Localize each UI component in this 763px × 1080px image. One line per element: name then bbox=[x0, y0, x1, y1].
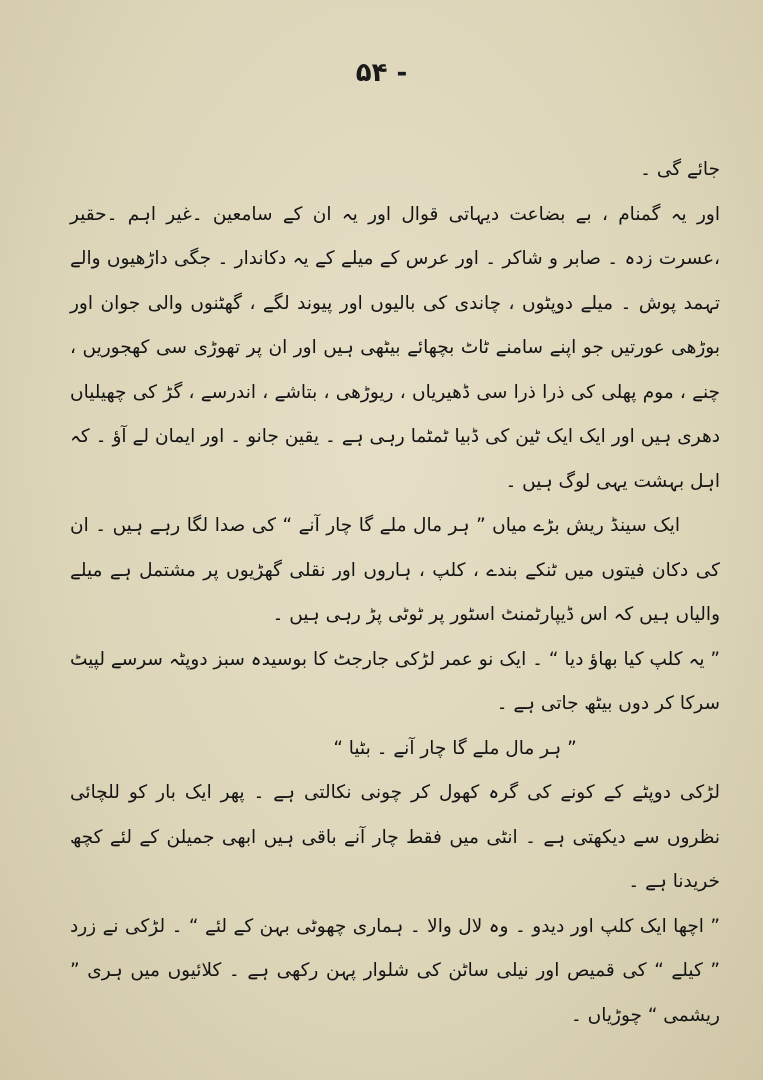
paragraph-2: اور یہ گمنام ، بے بضاعت دیہاتی قوال اور یہ ان کے سامعین ۔غیر اہم ۔حقیر ،عسرت زدہ ۔ صابر و شاکر ۔ اور عرس کے میلے کے یہ دکاندار ۔ جگی داڑھیوں والے تہمد پوش ۔ میلے دوپٹوں ، چاندی کی بالیوں اور پیوند لگے ، گھٹنوں والی جوان اور بوڑھی عورتیں جو اپنے سامنے ٹاٹ بچھائے بیٹھی ہیں اور ان پر تھوڑی سی کھجوریں ، چنے ، موم پھلی کی ذرا ذرا سی ڈھیریاں ، ریوڑھی ، بتاشے ، اندرسے ، گڑ کی چھیلیاں دھری ہیں اور ایک ایک ٹین کی ڈبیا ٹمٹما رہی ہے ۔ یقین جانو ۔ اور ایمان لے آؤ ۔ کہ اہل بہشت یہی لوگ ہیں ۔ bbox=[70, 203, 720, 492]
paragraph-3: ایک سینڈ ریش بڑے میاں ” ہر مال ملے گا چار آنے “ کی صدا لگا رہے ہیں ۔ ان کی دکان فیتوں میں ٹنکے بندے ، کلپ ، ہاروں اور نقلی گھڑیوں پر مشتمل ہے میلے والیاں ہیں کہ اس ڈیپارٹمنٹ اسٹور پر ٹوٹی پڑ رہی ہیں ۔ bbox=[70, 515, 720, 625]
page-number: ۵۴ - bbox=[355, 58, 408, 88]
paragraph-7: ” اچھا ایک کلپ اور دیدو ۔ وہ لال والا ۔ ہماری چھوٹی بہن کے لئے “ ۔ لڑکی نے زرد ” کیلے “ کی قمیص اور نیلی ساٹن کی شلوار پہن رکھی ہے ۔ کلائیوں میں ہری ” ریشمی “ چوڑیاں ۔ bbox=[70, 915, 720, 1026]
paragraph-4: ” یہ کلپ کیا بھاؤ دیا “ ۔ ایک نو عمر لڑکی جارجٹ کا بوسیدہ سبز دوپٹہ سرسے لپیٹ سرکا کر دوں بیٹھ جاتی ہے ۔ bbox=[70, 648, 720, 714]
page-body bbox=[70, 148, 720, 1038]
paragraph-6: لڑکی دوپٹے کے کونے کی گرہ کھول کر چونی نکالتی ہے ۔ پھر ایک بار کو للچائی نظروں سے دیکھتی ہے ۔ انٹی میں فقط چار آنے باقی ہیں ابھی جمیلن کے لئے کچھ خریدنا ہے ۔ bbox=[70, 782, 720, 892]
paragraph-1: جائے گی ۔ bbox=[640, 159, 720, 180]
paragraph-5: ” ہر مال ملے گا چار آنے ۔ بٹیا “ bbox=[333, 737, 577, 759]
